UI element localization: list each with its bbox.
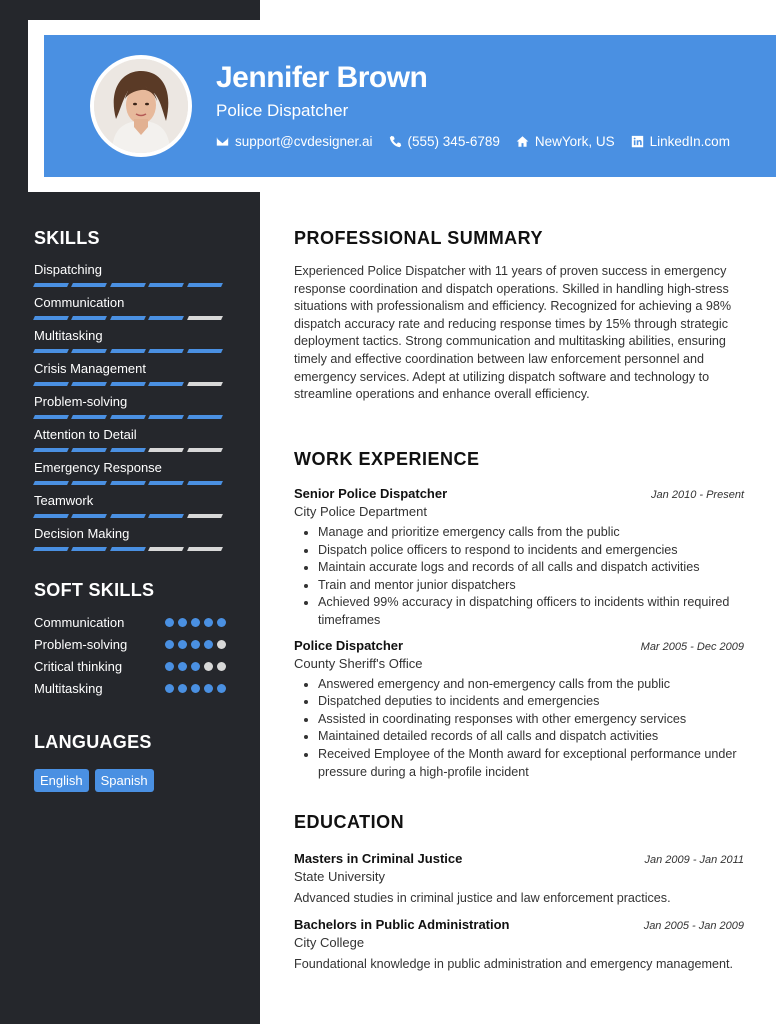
skill-level-segment (33, 382, 69, 386)
languages-title: LANGUAGES (34, 732, 152, 752)
job-title: Police Dispatcher (294, 637, 404, 653)
skill-level-segment (110, 481, 146, 485)
skill-level-segment (187, 481, 223, 485)
job-title: Senior Police Dispatcher (294, 486, 448, 501)
skill-level-segment (148, 349, 184, 353)
contact-linkedin[interactable] (631, 134, 730, 149)
skill-level-segment (187, 547, 223, 551)
education-entry (294, 917, 744, 974)
list-item: • Manage and prioritize emergency calls from the public (318, 524, 744, 542)
skill-level-segment (33, 514, 69, 518)
languages-list (34, 769, 226, 792)
home-icon (516, 135, 529, 148)
skill-level-segment (33, 316, 69, 320)
skill-label: Problem-solving (34, 394, 128, 409)
skill-level-bar (34, 415, 226, 419)
rating-dot (178, 640, 187, 649)
rating-dot (217, 640, 226, 649)
soft-skill-label: Multitasking (34, 681, 103, 696)
rating-dot (217, 684, 226, 693)
header-banner (44, 35, 776, 177)
skill-level-segment (187, 349, 223, 353)
skill-level-segment (33, 448, 69, 452)
language-tag: English (34, 769, 89, 792)
job-bullets (294, 676, 744, 782)
education-date: Jan 2005 - Jan 2009 (643, 919, 744, 932)
job-org: County Sheriff's Office (294, 655, 423, 671)
list-item: • Dispatch police officers to respond to incidents and emergencies (318, 542, 744, 560)
skill-level-bar (34, 448, 226, 452)
skill-level-segment (33, 349, 69, 353)
skill-level-segment (71, 481, 107, 485)
skill-level-bar (34, 481, 226, 485)
contact-email-text: support@cvdesigner.ai (235, 134, 373, 149)
skill-item (34, 295, 226, 320)
skill-item (34, 361, 226, 386)
education-date: Jan 2009 - Jan 2011 (644, 854, 744, 866)
skill-level-segment (71, 514, 107, 518)
skill-level-segment (71, 415, 107, 419)
rating-dot (204, 640, 213, 649)
degree-title: Masters in Criminal Justice (294, 851, 463, 866)
school-name: State University (294, 869, 386, 884)
list-item: • Assisted in coordinating responses with other emergency services (318, 711, 744, 729)
rating-dot (191, 684, 200, 693)
skill-level-segment (187, 316, 223, 320)
soft-skill-item (34, 659, 226, 674)
rating-dot (204, 618, 213, 627)
skill-level-bar (34, 514, 226, 518)
contact-phone-text: (555) 345-6789 (407, 134, 500, 149)
skill-level-segment (71, 316, 107, 320)
list-item: • Answered emergency and non-emergency calls from the public (318, 676, 744, 694)
skill-label: Decision Making (34, 526, 130, 541)
contact-email[interactable] (216, 134, 373, 149)
skill-level-segment (148, 547, 184, 551)
skill-level-segment (71, 283, 107, 287)
contact-phone[interactable] (389, 134, 500, 149)
rating-dot (191, 640, 200, 649)
skill-level-segment (71, 349, 107, 353)
skill-level-segment (71, 448, 107, 452)
rating-dot (204, 684, 213, 693)
skill-level-segment (148, 382, 184, 386)
skill-level-segment (33, 415, 69, 419)
avatar (90, 55, 192, 157)
list-item: • Train and mentor junior dispatchers (318, 577, 744, 595)
rating-dot (204, 662, 213, 671)
skill-level-segment (187, 415, 223, 419)
skill-level-segment (187, 283, 223, 287)
rating-dot (191, 662, 200, 671)
soft-skill-rating (165, 684, 226, 693)
portrait-icon (94, 59, 188, 153)
rating-dot (165, 618, 174, 627)
rating-dot (217, 618, 226, 627)
job-role: Police Dispatcher (216, 101, 349, 120)
skill-level-segment (110, 349, 146, 353)
job-date: Mar 2005 - Dec 2009 (640, 640, 744, 653)
summary-section (294, 228, 744, 404)
skill-level-segment (148, 448, 184, 452)
profile-photo (94, 59, 188, 153)
skill-item (34, 328, 226, 353)
work-section (294, 449, 744, 781)
soft-skills-title: SOFT SKILLS (34, 580, 155, 600)
skill-level-bar (34, 349, 226, 353)
education-title: EDUCATION (294, 812, 405, 832)
soft-skill-rating (165, 618, 226, 627)
skill-level-segment (110, 514, 146, 518)
skill-level-segment (110, 382, 146, 386)
skill-level-segment (110, 283, 146, 287)
job-entry (294, 638, 744, 782)
skill-label: Emergency Response (34, 460, 162, 475)
skill-level-bar (34, 382, 226, 386)
skill-level-segment (110, 415, 146, 419)
skill-level-segment (33, 547, 69, 551)
rating-dot (165, 684, 174, 693)
skill-level-segment (148, 481, 184, 485)
rating-dot (191, 618, 200, 627)
skills-section (34, 228, 226, 551)
list-item: • Dispatched deputies to incidents and emergencies (318, 693, 744, 711)
summary-text: Experienced Police Dispatcher with 11 years of proven success in emergency response coordination and dispatch operations. Skilled in handling high-stress situations with professionalism and efficiency. Recognized for achieving a 98% dispatch accuracy rate and reducing response times by 15% through strategic deployment tactics. Strong communication and multitasking abilities, ensuring timely and effective coordination between law enforcement personnel and emergency services. Adept at utilizing dispatch software and technology to streamline operations and enhance overall efficiency. (294, 264, 732, 402)
skill-level-segment (187, 514, 223, 518)
education-desc: Foundational knowledge in public administration and emergency management. (294, 956, 733, 971)
skill-level-segment (148, 415, 184, 419)
skill-item (34, 460, 226, 485)
skill-level-segment (110, 316, 146, 320)
degree-title: Bachelors in Public Administration (294, 916, 510, 932)
skill-level-segment (148, 514, 184, 518)
languages-section (34, 732, 226, 792)
skill-level-segment (71, 382, 107, 386)
skill-level-segment (187, 382, 223, 386)
list-item: • Maintain accurate logs and records of all calls and dispatch activities (318, 559, 744, 577)
rating-dot (165, 640, 174, 649)
skill-label: Teamwork (34, 493, 94, 508)
rating-dot (178, 684, 187, 693)
rating-dot (178, 662, 187, 671)
soft-skill-item (34, 637, 226, 652)
phone-icon (389, 135, 402, 148)
soft-skills-section (34, 580, 226, 696)
contact-location-text: NewYork, US (534, 134, 615, 149)
job-date: Jan 2010 - Present (651, 489, 744, 501)
skill-label: Crisis Management (34, 361, 146, 376)
skill-level-segment (33, 481, 69, 485)
skills-list (34, 262, 226, 551)
soft-skill-item (34, 681, 226, 696)
contact-linkedin-text: LinkedIn.com (649, 134, 730, 149)
skill-level-bar (34, 316, 226, 320)
job-org: City Police Department (294, 504, 427, 519)
linkedin-icon (631, 135, 644, 148)
candidate-name: Jennifer Brown (216, 61, 428, 94)
school-name: City College (294, 934, 365, 950)
rating-dot (178, 618, 187, 627)
envelope-icon (216, 135, 229, 148)
soft-skill-rating (165, 640, 226, 649)
soft-skill-label: Communication (34, 615, 125, 630)
skill-level-bar (34, 547, 226, 551)
skill-level-segment (148, 316, 184, 320)
skill-level-segment (33, 283, 69, 287)
skills-title: SKILLS (34, 228, 100, 248)
contact-list (216, 134, 730, 149)
soft-skill-rating (165, 662, 226, 671)
skill-level-segment (187, 448, 223, 452)
skill-item (34, 427, 226, 452)
skill-item (34, 493, 226, 518)
skill-level-segment (148, 283, 184, 287)
soft-skill-item (34, 615, 226, 630)
list-item: • Received Employee of the Month award for exceptional performance under pressure during a high-profile incident (318, 746, 744, 781)
list-item: • Maintained detailed records of all calls and dispatch activities (318, 728, 744, 746)
language-tag: Spanish (95, 769, 154, 792)
skill-level-segment (110, 448, 146, 452)
skill-label: Communication (34, 295, 125, 310)
soft-skill-label: Critical thinking (34, 659, 123, 674)
skill-level-bar (34, 283, 226, 287)
education-entry (294, 851, 744, 908)
soft-skill-label: Problem-solving (34, 637, 128, 652)
contact-location (516, 134, 615, 149)
rating-dot (217, 662, 226, 671)
list-item: • Achieved 99% accuracy in dispatching officers to incidents within required timeframes (318, 594, 744, 629)
job-bullets (294, 524, 744, 630)
skill-item (34, 262, 226, 287)
rating-dot (165, 662, 174, 671)
skill-level-segment (71, 547, 107, 551)
work-title: WORK EXPERIENCE (294, 449, 480, 469)
soft-skills-list (34, 615, 226, 696)
education-section (294, 812, 744, 973)
skill-label: Attention to Detail (34, 427, 137, 442)
skill-item (34, 394, 226, 419)
summary-title: PROFESSIONAL SUMMARY (294, 228, 544, 248)
education-desc: Advanced studies in criminal justice and law enforcement practices. (294, 891, 671, 905)
job-entry (294, 486, 744, 630)
skill-label: Multitasking (34, 328, 103, 343)
skill-level-segment (110, 547, 146, 551)
skill-label: Dispatching (34, 262, 102, 277)
skill-item (34, 526, 226, 551)
